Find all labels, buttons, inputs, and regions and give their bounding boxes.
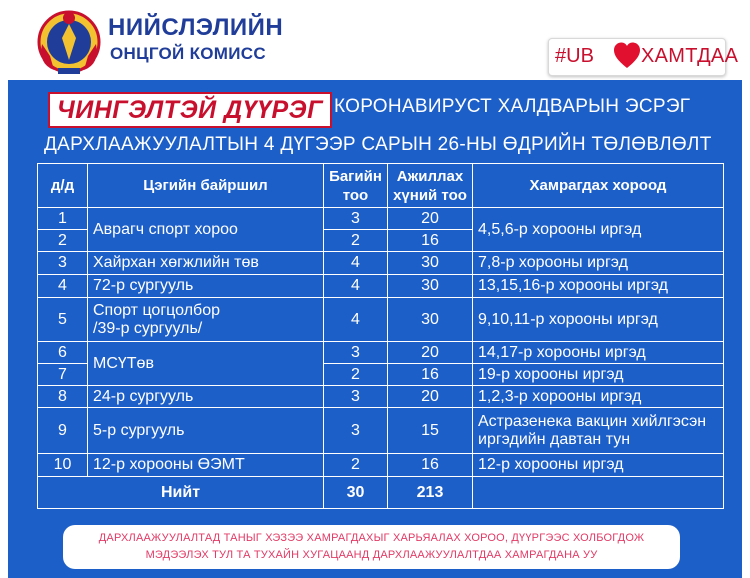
total-coverage-empty [473,477,724,509]
vaccination-schedule-table [37,163,724,509]
district-name: ЧИНГЭЛТЭЙ ДҮҮРЭГ [57,96,323,124]
row-location: 5-р сургууль [88,408,324,454]
row-teams: 3 [324,386,388,408]
row-coverage: 14,17-р хорооны иргэд [473,342,724,364]
state-emblem-icon [34,4,104,76]
table-header-row [38,164,724,208]
table-row [38,275,724,298]
row-teams: 3 [324,208,388,230]
row-num: 2 [38,230,88,252]
notice-line-2: МЭДЭЭЛЭХ ТУЛ ТА ТУХАЙН ХУГАЦААНД ДАРХЛААЖУУЛАЛТДАА ХАМРАГДАНА УУ [145,549,598,561]
header-bar [0,0,750,80]
row-num: 3 [38,252,88,275]
row-workers: 16 [388,454,473,477]
table-row [38,408,724,454]
row-coverage: 4,5,6-р хорооны иргэд [473,208,724,252]
title-line-1: КОРОНАВИРУСТ ХАЛДВАРЫН ЭСРЭГ [334,96,691,117]
header-location: Цэгийн байршил [88,164,324,208]
table-row [38,342,724,364]
table-row [38,386,724,408]
ub-hamtdaa-badge [548,38,739,76]
row-location: МСҮТөв [88,342,324,386]
district-label-box [48,92,332,128]
org-name-line2: ОНЦГОЙ КОМИСС [110,44,266,63]
row-teams: 3 [324,408,388,454]
row-coverage: 19-р хорооны иргэд [473,364,724,386]
row-teams: 2 [324,454,388,477]
title-line-2: ДАРХЛААЖУУЛАЛТЫН 4 ДҮГЭЭР САРЫН 26-НЫ ӨДРИЙН ТӨЛӨВЛӨЛТ [44,134,712,155]
header-workers: Ажиллах хүний тоо [388,164,473,208]
row-workers: 20 [388,208,473,230]
total-label: Нийт [38,477,324,509]
row-coverage: 12-р хорооны иргэд [473,454,724,477]
row-workers: 30 [388,252,473,275]
row-num: 4 [38,275,88,298]
total-workers: 213 [388,477,473,509]
row-num: 8 [38,386,88,408]
row-coverage: 7,8-р хорооны иргэд [473,252,724,275]
row-location: Аврагч спорт хороо [88,208,324,252]
notice-box [63,525,680,569]
table-row [38,208,724,230]
row-location: 12-р хорооны ӨЭМТ [88,454,324,477]
row-workers: 30 [388,275,473,298]
row-workers: 20 [388,342,473,364]
row-teams: 3 [324,342,388,364]
row-workers: 16 [388,364,473,386]
row-teams: 2 [324,364,388,386]
row-num: 10 [38,454,88,477]
row-teams: 4 [324,275,388,298]
row-location: Хайрхан хөгжлийн төв [88,252,324,275]
row-coverage: 9,10,11-р хорооны иргэд [473,298,724,342]
row-num: 7 [38,364,88,386]
row-location: 72-р сургууль [88,275,324,298]
header-teams: Багийн тоо [324,164,388,208]
row-coverage: 13,15,16-р хорооны иргэд [473,275,724,298]
row-location: Спорт цогцолбор /39-р сургууль/ [88,298,324,342]
table-total-row [38,477,724,509]
heart-icon [613,41,641,71]
row-num: 5 [38,298,88,342]
table-row [38,252,724,275]
row-location: 24-р сургууль [88,386,324,408]
header-coverage: Хамрагдах хороод [473,164,724,208]
row-workers: 20 [388,386,473,408]
row-workers: 30 [388,298,473,342]
row-coverage: 1,2,3-р хорооны иргэд [473,386,724,408]
row-teams: 2 [324,230,388,252]
row-num: 9 [38,408,88,454]
notice-line-1: ДАРХЛААЖУУЛАЛТАД ТАНЫГ ХЭЗЭЭ ХАМРАГДАХЫГ ХАРЬЯАЛАХ ХОРОО, ДҮҮРГЭЭС ХОЛБОГДОЖ [98,532,645,544]
row-workers: 16 [388,230,473,252]
row-num: 6 [38,342,88,364]
row-workers: 15 [388,408,473,454]
row-teams: 4 [324,252,388,275]
badge-word: ХАМТДАА [641,45,739,67]
row-coverage: Астразенека вакцин хийлгэсэн иргэдийн давтан тун [473,408,724,454]
table-row [38,454,724,477]
row-num: 1 [38,208,88,230]
org-name-line1: НИЙСЛЭЛИЙН [108,14,284,41]
header-num: д/д [38,164,88,208]
table-row [38,298,724,342]
row-teams: 4 [324,298,388,342]
badge-hashtag: #UB [555,45,594,67]
total-teams: 30 [324,477,388,509]
